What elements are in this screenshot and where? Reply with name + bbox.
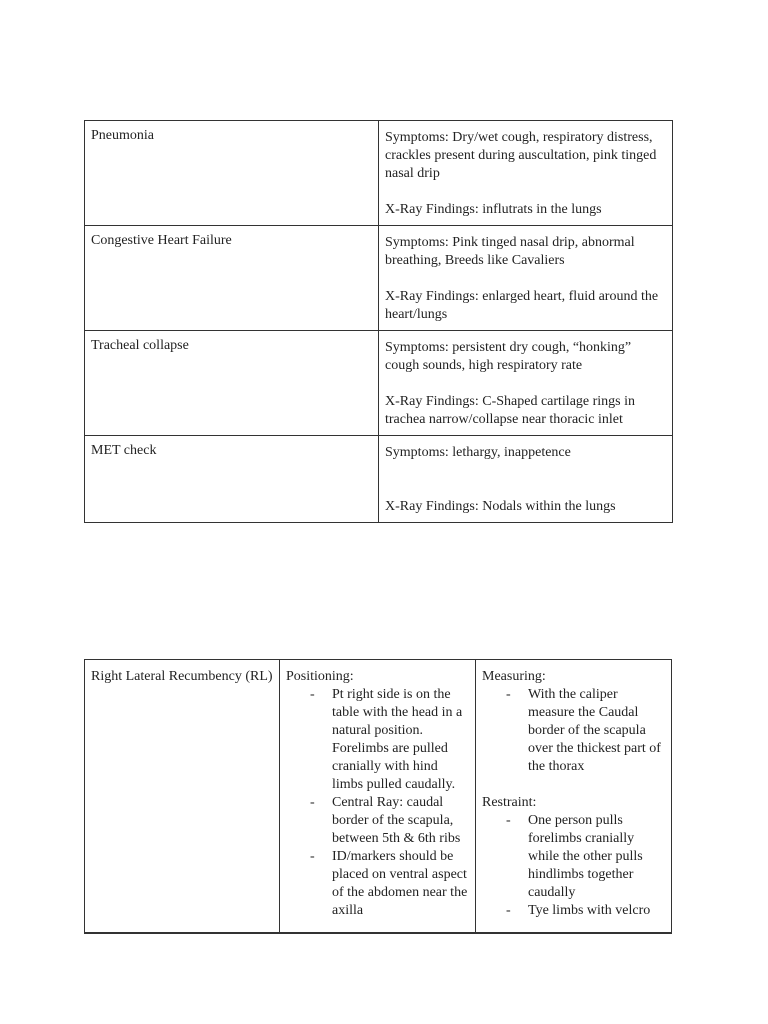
condition-name-cell bbox=[85, 121, 379, 226]
xray-findings-text: X-Ray Findings: enlarged heart, fluid around the heart/lungs bbox=[385, 289, 659, 322]
xray-findings-text: X-Ray Findings: C-Shaped cartilage rings in trachea narrow/collapse near thoracic inlet bbox=[385, 394, 636, 427]
view-name: Right Lateral Recumbency (RL) bbox=[91, 669, 273, 684]
restraint-list bbox=[482, 812, 665, 920]
symptoms-text: Symptoms: lethargy, inappetence bbox=[385, 445, 571, 460]
condition-name: Congestive Heart Failure bbox=[91, 233, 232, 248]
condition-findings-cell bbox=[379, 121, 673, 226]
condition-findings-cell bbox=[379, 226, 673, 331]
condition-name-cell bbox=[85, 226, 379, 331]
condition-name-cell bbox=[85, 331, 379, 436]
measuring-restraint-cell bbox=[476, 660, 672, 934]
symptoms-text: Symptoms: Pink tinged nasal drip, abnormal breathing, Breeds like Cavaliers bbox=[385, 235, 635, 268]
table-row bbox=[85, 660, 672, 934]
condition-findings-cell bbox=[379, 436, 673, 523]
list-item: - ID/markers should be placed on ventral aspect of the abdomen near the axilla bbox=[332, 848, 469, 920]
xray-findings-text: X-Ray Findings: influtrats in the lungs bbox=[385, 202, 602, 217]
condition-name: Pneumonia bbox=[91, 128, 154, 143]
positioning-table bbox=[84, 659, 672, 934]
view-name-cell bbox=[85, 660, 280, 934]
restraint-heading: Restraint: bbox=[482, 795, 537, 810]
positioning-cell bbox=[280, 660, 476, 934]
measuring-list bbox=[482, 686, 665, 776]
table-row bbox=[85, 436, 673, 523]
condition-name: Tracheal collapse bbox=[91, 338, 189, 353]
conditions-table bbox=[84, 120, 673, 523]
table-row bbox=[85, 331, 673, 436]
symptoms-text: Symptoms: Dry/wet cough, respiratory distress, crackles present during auscultation, pink tinged nasal drip bbox=[385, 130, 657, 181]
symptoms-text: Symptoms: persistent dry cough, “honking” cough sounds, high respiratory rate bbox=[385, 340, 632, 373]
condition-name: MET check bbox=[91, 443, 157, 458]
table-row bbox=[85, 226, 673, 331]
table-row bbox=[85, 121, 673, 226]
measuring-heading: Measuring: bbox=[482, 669, 546, 684]
condition-name-cell bbox=[85, 436, 379, 523]
list-item: - Central Ray: caudal border of the scapula, between 5th & 6th ribs bbox=[332, 794, 469, 848]
list-item: - Pt right side is on the table with the head in a natural position. Forelimbs are pulled cranially with hind limbs pulled caudally. bbox=[332, 686, 469, 794]
positioning-heading: Positioning: bbox=[286, 669, 354, 684]
list-item: - Tye limbs with velcro bbox=[528, 902, 665, 920]
xray-findings-text: X-Ray Findings: Nodals within the lungs bbox=[385, 499, 616, 514]
list-item: - One person pulls forelimbs cranially while the other pulls hindlimbs together caudally bbox=[528, 812, 665, 902]
condition-findings-cell bbox=[379, 331, 673, 436]
list-item: - With the caliper measure the Caudal border of the scapula over the thickest part of the thorax bbox=[528, 686, 665, 776]
positioning-list bbox=[286, 686, 469, 920]
